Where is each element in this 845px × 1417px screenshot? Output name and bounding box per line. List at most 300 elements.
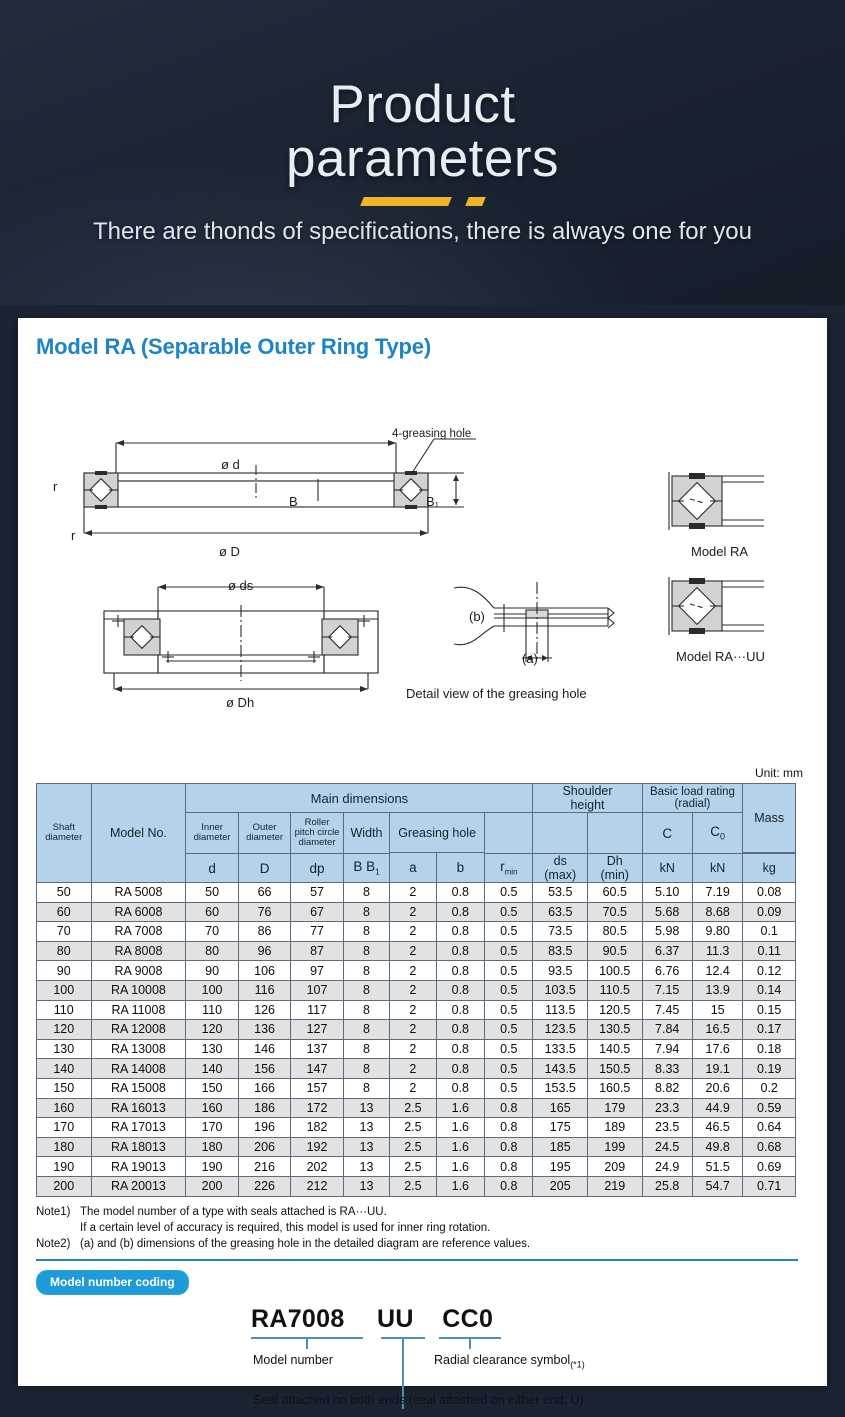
accent-bar-long <box>360 197 452 206</box>
cell-d: 170 <box>186 1118 238 1138</box>
cell-B_B1: 8 <box>343 902 389 922</box>
specifications-table-body <box>37 883 796 1197</box>
bearing-cross-section-diagram <box>56 421 476 556</box>
cell-model_no: RA 17013 <box>91 1118 186 1138</box>
cell-B_B1: 8 <box>343 1020 389 1040</box>
cell-shaft_diameter: 190 <box>37 1157 92 1177</box>
cell-shaft_diameter: 100 <box>37 980 92 1000</box>
cell-r_min: 0.5 <box>485 1078 533 1098</box>
cell-ds_max: 153.5 <box>533 1078 588 1098</box>
model-ra-uu-illustration <box>664 571 774 639</box>
table-row <box>37 980 796 1000</box>
cell-ds_max: 185 <box>533 1137 588 1157</box>
header-unit-kN-C: kN <box>642 854 692 883</box>
header-group-mass: Mass <box>743 784 796 853</box>
cell-B_B1: 8 <box>343 1039 389 1059</box>
cell-C_kN: 6.76 <box>642 961 692 981</box>
unit-note: Unit: mm <box>755 766 803 780</box>
cell-b: 0.8 <box>436 883 484 903</box>
cell-D: 206 <box>238 1137 290 1157</box>
header-unit-kN-C0: kN <box>692 854 742 883</box>
cell-shaft_diameter: 60 <box>37 902 92 922</box>
accent-bar-short <box>465 197 486 206</box>
cell-dp: 117 <box>291 1000 343 1020</box>
cell-model_no: RA 9008 <box>91 961 186 981</box>
model-number-coding-badge-wrap <box>36 1270 809 1295</box>
cell-B_B1: 8 <box>343 980 389 1000</box>
cell-B_B1: 8 <box>343 1078 389 1098</box>
cell-C0_kN: 19.1 <box>692 1059 742 1079</box>
cell-dp: 147 <box>291 1059 343 1079</box>
cell-Dh_min: 110.5 <box>587 980 642 1000</box>
cell-model_no: RA 19013 <box>91 1157 186 1177</box>
cell-mass_kg: 0.18 <box>743 1039 796 1059</box>
diagram-label-detail-a: (a) <box>522 651 538 666</box>
cell-ds_max: 53.5 <box>533 883 588 903</box>
diagram-label-B1: B₁ <box>426 494 440 509</box>
cell-C0_kN: 12.4 <box>692 961 742 981</box>
cell-a: 2 <box>390 1078 436 1098</box>
cell-b: 1.6 <box>436 1157 484 1177</box>
header-group-basic-load-rating: Basic load rating (radial) <box>642 784 743 813</box>
cell-r_min: 0.5 <box>485 1000 533 1020</box>
cell-shaft_diameter: 120 <box>37 1020 92 1040</box>
page-title-line1: Product <box>329 75 516 134</box>
header-outer-diameter: Outer diameter <box>238 813 290 854</box>
cell-mass_kg: 0.19 <box>743 1059 796 1079</box>
cell-r_min: 0.5 <box>485 902 533 922</box>
cell-Dh_min: 199 <box>587 1137 642 1157</box>
cell-B_B1: 13 <box>343 1098 389 1118</box>
section-divider <box>36 1259 798 1261</box>
cell-b: 0.8 <box>436 902 484 922</box>
cell-mass_kg: 0.15 <box>743 1000 796 1020</box>
cell-shaft_diameter: 80 <box>37 941 92 961</box>
header-symbol-rmin: $r_{min}$ <box>485 854 533 883</box>
header-unit-kg: kg <box>743 854 796 883</box>
cell-ds_max: 175 <box>533 1118 588 1138</box>
label-seal-attached: Seal attached on both ends (seal attached on either end: U) <box>253 1393 584 1408</box>
cell-dp: 182 <box>291 1118 343 1138</box>
cell-d: 150 <box>186 1078 238 1098</box>
cell-D: 226 <box>238 1176 290 1196</box>
cell-ds_max: 195 <box>533 1157 588 1177</box>
cell-C0_kN: 15 <box>692 1000 742 1020</box>
cell-Dh_min: 100.5 <box>587 961 642 981</box>
header-ds-spacer <box>533 813 588 854</box>
header-dh-spacer <box>587 813 642 854</box>
cell-D: 216 <box>238 1157 290 1177</box>
cell-C0_kN: 13.9 <box>692 980 742 1000</box>
cell-b: 0.8 <box>436 1020 484 1040</box>
cell-Dh_min: 80.5 <box>587 922 642 942</box>
table-row <box>37 941 796 961</box>
cell-B_B1: 13 <box>343 1137 389 1157</box>
cell-a: 2 <box>390 1039 436 1059</box>
header-symbol-Dh-min: Dh (min) <box>587 854 642 883</box>
cell-D: 86 <box>238 922 290 942</box>
cell-r_min: 0.5 <box>485 883 533 903</box>
cell-model_no: RA 14008 <box>91 1059 186 1079</box>
cell-a: 2.5 <box>390 1157 436 1177</box>
note-2-tag: Note2) <box>36 1238 71 1251</box>
cell-ds_max: 123.5 <box>533 1020 588 1040</box>
header-symbol-d: d <box>186 854 238 883</box>
cell-a: 2 <box>390 902 436 922</box>
cell-C_kN: 23.3 <box>642 1098 692 1118</box>
cell-b: 1.6 <box>436 1098 484 1118</box>
cell-ds_max: 63.5 <box>533 902 588 922</box>
cell-mass_kg: 0.14 <box>743 980 796 1000</box>
cell-mass_kg: 0.64 <box>743 1118 796 1138</box>
cell-d: 100 <box>186 980 238 1000</box>
cell-ds_max: 113.5 <box>533 1000 588 1020</box>
cell-r_min: 0.5 <box>485 1039 533 1059</box>
cell-a: 2 <box>390 883 436 903</box>
cell-r_min: 0.5 <box>485 961 533 981</box>
hero-banner <box>0 0 845 305</box>
cell-B_B1: 13 <box>343 1118 389 1138</box>
table-row <box>37 1157 796 1177</box>
cell-B_B1: 8 <box>343 961 389 981</box>
cell-b: 0.8 <box>436 1039 484 1059</box>
cell-shaft_diameter: 200 <box>37 1176 92 1196</box>
cell-Dh_min: 90.5 <box>587 941 642 961</box>
cell-Dh_min: 120.5 <box>587 1000 642 1020</box>
header-symbol-C0: $C_0$ <box>692 813 742 854</box>
cell-D: 116 <box>238 980 290 1000</box>
cell-B_B1: 13 <box>343 1176 389 1196</box>
cell-b: 1.6 <box>436 1176 484 1196</box>
cell-d: 140 <box>186 1059 238 1079</box>
code-part-clearance: CC0 <box>442 1305 494 1334</box>
cell-mass_kg: 0.08 <box>743 883 796 903</box>
cell-dp: 57 <box>291 883 343 903</box>
cell-b: 1.6 <box>436 1118 484 1138</box>
model-ra-caption: Model RA <box>691 544 749 559</box>
cell-b: 0.8 <box>436 980 484 1000</box>
diagram-label-phi-d: ø d <box>221 457 240 472</box>
cell-C0_kN: 46.5 <box>692 1118 742 1138</box>
diagram-caption-detail-view: Detail view of the greasing hole <box>406 686 587 701</box>
table-row <box>37 883 796 903</box>
cell-dp: 127 <box>291 1020 343 1040</box>
model-ra-uu-caption: Model RA···UU <box>676 649 765 664</box>
cell-B_B1: 8 <box>343 922 389 942</box>
cell-mass_kg: 0.59 <box>743 1098 796 1118</box>
cell-dp: 107 <box>291 980 343 1000</box>
cell-model_no: RA 8008 <box>91 941 186 961</box>
cell-C_kN: 25.8 <box>642 1176 692 1196</box>
cell-C_kN: 5.98 <box>642 922 692 942</box>
header-symbol-b: b <box>436 853 484 883</box>
cell-D: 186 <box>238 1098 290 1118</box>
cell-r_min: 0.8 <box>485 1176 533 1196</box>
cell-D: 106 <box>238 961 290 981</box>
cell-r_min: 0.8 <box>485 1118 533 1138</box>
cell-Dh_min: 179 <box>587 1098 642 1118</box>
note-1-line-1: The model number of a type with seals attached is RA···UU. <box>80 1205 387 1218</box>
cell-D: 66 <box>238 883 290 903</box>
label-radial-clearance: Radial clearance symbol$_{(*1)}$ <box>434 1353 585 1370</box>
cell-d: 180 <box>186 1137 238 1157</box>
cell-b: 0.8 <box>436 1000 484 1020</box>
cell-r_min: 0.8 <box>485 1137 533 1157</box>
cell-d: 200 <box>186 1176 238 1196</box>
cell-ds_max: 133.5 <box>533 1039 588 1059</box>
cell-model_no: RA 7008 <box>91 922 186 942</box>
diagram-label-detail-b: (b) <box>469 609 485 624</box>
cell-shaft_diameter: 50 <box>37 883 92 903</box>
table-row <box>37 961 796 981</box>
cell-a: 2 <box>390 961 436 981</box>
cell-D: 96 <box>238 941 290 961</box>
cell-b: 0.8 <box>436 922 484 942</box>
note-2 <box>36 1236 809 1252</box>
cell-model_no: RA 10008 <box>91 980 186 1000</box>
cell-a: 2 <box>390 922 436 942</box>
specifications-table <box>36 783 796 1197</box>
header-symbol-C: C <box>642 813 692 854</box>
cell-r_min: 0.5 <box>485 922 533 942</box>
cell-Dh_min: 189 <box>587 1118 642 1138</box>
table-row <box>37 1078 796 1098</box>
table-row <box>37 1039 796 1059</box>
header-symbol-a: a <box>390 853 436 883</box>
model-number-coding-breakdown <box>36 1305 809 1417</box>
cell-dp: 67 <box>291 902 343 922</box>
cell-C0_kN: 17.6 <box>692 1039 742 1059</box>
cell-shaft_diameter: 170 <box>37 1118 92 1138</box>
cell-C0_kN: 7.19 <box>692 883 742 903</box>
cell-dp: 87 <box>291 941 343 961</box>
cell-mass_kg: 0.11 <box>743 941 796 961</box>
diagram-area <box>36 366 809 766</box>
cell-dp: 202 <box>291 1157 343 1177</box>
cell-model_no: RA 15008 <box>91 1078 186 1098</box>
cell-Dh_min: 219 <box>587 1176 642 1196</box>
cell-Dh_min: 209 <box>587 1157 642 1177</box>
cell-B_B1: 8 <box>343 1059 389 1079</box>
table-row <box>37 1020 796 1040</box>
table-row <box>37 1098 796 1118</box>
diagram-label-B: B <box>289 494 298 509</box>
diagram-label-phi-D: ø D <box>219 544 240 559</box>
code-part-model: RA7008 <box>251 1305 345 1334</box>
table-row <box>37 1000 796 1020</box>
table-header-row-groups <box>37 784 796 813</box>
cell-Dh_min: 140.5 <box>587 1039 642 1059</box>
cell-model_no: RA 12008 <box>91 1020 186 1040</box>
label-model-number: Model number <box>253 1353 333 1368</box>
cell-a: 2 <box>390 980 436 1000</box>
header-model-no: Model No. <box>91 784 186 883</box>
cell-a: 2 <box>390 1000 436 1020</box>
cell-b: 0.8 <box>436 961 484 981</box>
table-row <box>37 1118 796 1138</box>
cell-B_B1: 8 <box>343 941 389 961</box>
cell-a: 2.5 <box>390 1098 436 1118</box>
cell-b: 0.8 <box>436 941 484 961</box>
cell-shaft_diameter: 180 <box>37 1137 92 1157</box>
cell-ds_max: 143.5 <box>533 1059 588 1079</box>
cell-d: 80 <box>186 941 238 961</box>
cell-b: 0.8 <box>436 1078 484 1098</box>
cell-C0_kN: 20.6 <box>692 1078 742 1098</box>
cell-ds_max: 165 <box>533 1098 588 1118</box>
cell-dp: 192 <box>291 1137 343 1157</box>
cell-C_kN: 6.37 <box>642 941 692 961</box>
cell-dp: 77 <box>291 922 343 942</box>
cell-mass_kg: 0.12 <box>743 961 796 981</box>
cell-ds_max: 93.5 <box>533 961 588 981</box>
cell-B_B1: 8 <box>343 883 389 903</box>
header-group-main-dimensions: Main dimensions <box>186 784 533 813</box>
accent-divider <box>362 196 484 208</box>
note-1-line-2: If a certain level of accuracy is required, this model is used for inner ring rotation. <box>80 1221 491 1234</box>
cell-r_min: 0.5 <box>485 1059 533 1079</box>
cell-r_min: 0.8 <box>485 1098 533 1118</box>
cell-ds_max: 83.5 <box>533 941 588 961</box>
cell-C0_kN: 49.8 <box>692 1137 742 1157</box>
page-title <box>0 75 845 189</box>
cell-B_B1: 8 <box>343 1000 389 1020</box>
cell-d: 90 <box>186 961 238 981</box>
card-title: Model RA (Separable Outer Ring Type) <box>36 334 431 359</box>
cell-C_kN: 5.68 <box>642 902 692 922</box>
cell-d: 160 <box>186 1098 238 1118</box>
header-symbol-D: D <box>238 854 290 883</box>
cell-shaft_diameter: 160 <box>37 1098 92 1118</box>
cell-D: 166 <box>238 1078 290 1098</box>
cell-C0_kN: 51.5 <box>692 1157 742 1177</box>
cell-model_no: RA 16013 <box>91 1098 186 1118</box>
cell-C_kN: 7.45 <box>642 1000 692 1020</box>
cell-C_kN: 24.9 <box>642 1157 692 1177</box>
cell-mass_kg: 0.1 <box>743 922 796 942</box>
cell-Dh_min: 130.5 <box>587 1020 642 1040</box>
cell-r_min: 0.8 <box>485 1157 533 1177</box>
cell-r_min: 0.5 <box>485 980 533 1000</box>
cell-C_kN: 8.33 <box>642 1059 692 1079</box>
cell-model_no: RA 5008 <box>91 883 186 903</box>
notes-block <box>36 1204 809 1253</box>
cell-a: 2.5 <box>390 1118 436 1138</box>
connector-model <box>306 1337 308 1349</box>
cell-d: 190 <box>186 1157 238 1177</box>
cell-B_B1: 13 <box>343 1157 389 1177</box>
diagram-label-r-bottom: r <box>71 528 76 543</box>
header-greasing-hole: Greasing hole <box>390 813 485 853</box>
cell-a: 2 <box>390 1020 436 1040</box>
cell-dp: 137 <box>291 1039 343 1059</box>
cell-mass_kg: 0.68 <box>743 1137 796 1157</box>
header-rmin-spacer <box>485 813 533 854</box>
cell-dp: 212 <box>291 1176 343 1196</box>
cell-C0_kN: 9.80 <box>692 922 742 942</box>
cell-a: 2 <box>390 1059 436 1079</box>
cell-model_no: RA 13008 <box>91 1039 186 1059</box>
cell-D: 76 <box>238 902 290 922</box>
cell-C_kN: 23.5 <box>642 1118 692 1138</box>
cell-C_kN: 7.94 <box>642 1039 692 1059</box>
header-width: Width <box>343 813 389 854</box>
cell-Dh_min: 70.5 <box>587 902 642 922</box>
cell-model_no: RA 18013 <box>91 1137 186 1157</box>
cell-D: 156 <box>238 1059 290 1079</box>
cell-d: 120 <box>186 1020 238 1040</box>
page-title-line2: parameters <box>285 129 560 189</box>
header-group-shoulder-height: Shoulder height <box>533 784 642 813</box>
cell-d: 110 <box>186 1000 238 1020</box>
cell-dp: 97 <box>291 961 343 981</box>
cell-ds_max: 73.5 <box>533 922 588 942</box>
cell-C_kN: 7.15 <box>642 980 692 1000</box>
cell-mass_kg: 0.69 <box>743 1157 796 1177</box>
note-1-tag: Note1) <box>36 1205 71 1218</box>
cell-C_kN: 24.5 <box>642 1137 692 1157</box>
diagram-label-greasing-hole: 4-greasing hole <box>392 428 472 440</box>
cell-D: 126 <box>238 1000 290 1020</box>
cell-C_kN: 5.10 <box>642 883 692 903</box>
cell-ds_max: 103.5 <box>533 980 588 1000</box>
diagram-label-phi-Dh: ø Dh <box>226 695 255 710</box>
table-row <box>37 922 796 942</box>
header-shaft-diameter: Shaft diameter <box>37 784 92 883</box>
table-row <box>37 1137 796 1157</box>
cell-model_no: RA 11008 <box>91 1000 186 1020</box>
cell-D: 196 <box>238 1118 290 1138</box>
diagram-label-phi-ds: ø ds <box>228 578 254 593</box>
cell-a: 2.5 <box>390 1137 436 1157</box>
cell-b: 1.6 <box>436 1137 484 1157</box>
cell-a: 2 <box>390 941 436 961</box>
cell-model_no: RA 6008 <box>91 902 186 922</box>
cell-d: 50 <box>186 883 238 903</box>
header-roller-pitch-circle-diameter: Roller pitch circle diameter <box>291 813 343 854</box>
code-part-seal: UU <box>377 1305 414 1334</box>
cell-a: 2.5 <box>390 1176 436 1196</box>
cell-C_kN: 7.84 <box>642 1020 692 1040</box>
connector-clearance <box>469 1337 471 1349</box>
cell-shaft_diameter: 130 <box>37 1039 92 1059</box>
diagram-label-r-top: r <box>53 479 58 494</box>
cell-shaft_diameter: 90 <box>37 961 92 981</box>
cell-D: 146 <box>238 1039 290 1059</box>
note-2-line-1: (a) and (b) dimensions of the greasing hole in the detailed diagram are reference values. <box>80 1238 531 1251</box>
model-code-string <box>251 1305 493 1334</box>
cell-dp: 157 <box>291 1078 343 1098</box>
cell-d: 70 <box>186 922 238 942</box>
model-number-coding-badge: Model number coding <box>36 1270 189 1295</box>
table-row <box>37 1059 796 1079</box>
header-inner-diameter: Inner diameter <box>186 813 238 854</box>
table-row <box>37 1176 796 1196</box>
cell-ds_max: 205 <box>533 1176 588 1196</box>
cell-Dh_min: 150.5 <box>587 1059 642 1079</box>
cell-C0_kN: 16.5 <box>692 1020 742 1040</box>
table-row <box>37 902 796 922</box>
cell-C_kN: 8.82 <box>642 1078 692 1098</box>
cell-shaft_diameter: 110 <box>37 1000 92 1020</box>
cell-C0_kN: 8.68 <box>692 902 742 922</box>
page-subtitle: There are thonds of specifications, there is always one for you <box>92 218 752 246</box>
cell-d: 130 <box>186 1039 238 1059</box>
cell-model_no: RA 20013 <box>91 1176 186 1196</box>
spec-card <box>18 318 827 1408</box>
cell-C0_kN: 44.9 <box>692 1098 742 1118</box>
cell-b: 0.8 <box>436 1059 484 1079</box>
